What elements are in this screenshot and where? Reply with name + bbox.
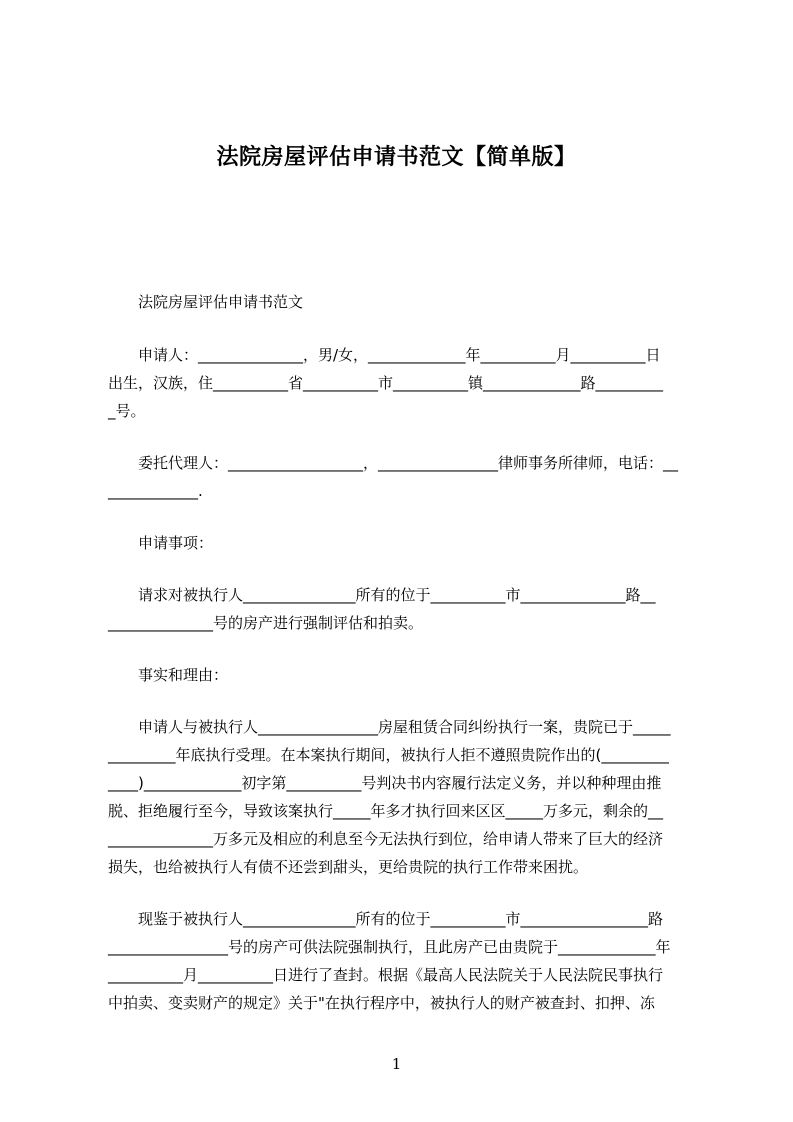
applicant-line-2: 出生，汉族，住__________省__________市__________镇_____________路_________ [108,374,664,392]
matters-line-2: ______________号的房产进行强制评估和拍卖。 [108,614,424,632]
reasons-line-2: ________________号的房产可供法院强制执行，且此房产已由贵院于_____________年 [108,938,671,956]
facts-line-6: 损失，也给被执行人有债不还尝到甜头，更给贵院的执行工作带来困扰。 [108,858,589,876]
page-number: 1 [391,1055,402,1073]
document-title: 法院房屋评估申请书范文【简单版】 [216,145,577,170]
facts-line-5: ______________万多元及相应的利息至今无法执行到位，给申请人带来了巨大的经济 [108,830,664,848]
facts-line-4: 脱、拒绝履行至今，导致该案执行_____年多才执行回来区区_____万多元，剩余的__ [108,802,664,820]
facts-heading: 事实和理由： [138,666,229,684]
facts-line-1: 申请人与被执行人________________房屋租赁合同纠纷执行一案，贵院已于_____ [138,718,671,736]
reasons-line-1: 现鉴于被执行人_______________所有的位于__________市_________________路 [138,910,664,928]
document-subtitle: 法院房屋评估申请书范文 [138,293,304,311]
facts-line-3: ____)_____________初字第__________号判决书内容履行法定义务，并以种种理由推 [108,774,662,792]
applicant-line-1: 申请人：______________，男/女，_____________年__________月__________日 [138,346,661,364]
matters-line-1: 请求对被执行人_______________所有的位于__________市______________路__ [138,586,656,604]
matters-heading: 申请事项： [138,534,214,552]
reasons-line-3: __________月__________日进行了查封。根据《最高人民法院关于人民法院民事执行 [108,966,664,984]
facts-line-2: _________年底执行受理。在本案执行期间，被执行人拒不遵照贵院作出的(_________ [108,746,669,764]
applicant-line-3: _号。 [108,402,146,420]
agent-line-1: 委托代理人：__________________，________________律师事务所律师，电话：__ [138,454,679,472]
agent-line-2: ____________. [108,482,203,500]
reasons-line-4: 中拍卖、变卖财产的规定》关于"在执行程序中，被执行人的财产被查封、扣押、冻 [108,994,655,1012]
